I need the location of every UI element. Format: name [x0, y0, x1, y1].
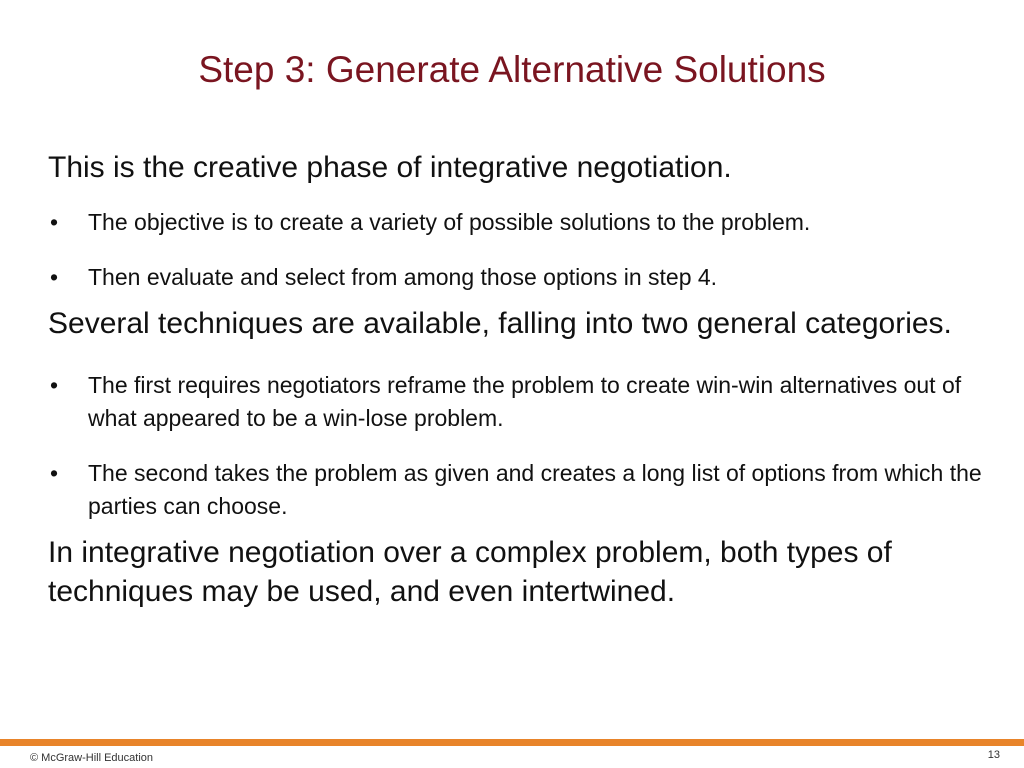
bullet-item — [48, 261, 988, 294]
techniques-paragraph: Several techniques are available, falling into two general categories. — [48, 307, 952, 340]
footer-copyright: © McGraw-Hill Education — [30, 752, 154, 764]
bullet-text: The second takes the problem as given and creates a long list of options from which the parties can choose. — [88, 460, 982, 519]
bullet-text: Then evaluate and select from among those options in step 4. — [88, 264, 718, 290]
bullet-item — [48, 457, 988, 523]
bullet-dot-icon: • — [50, 209, 59, 235]
bullet-text: The first requires negotiators reframe the problem to create win-win alternatives out of what appeared to be a win-lose problem. — [88, 372, 962, 431]
page-number: 13 — [987, 749, 1000, 761]
footer-accent-bar — [0, 739, 1024, 746]
bullet-item — [48, 206, 988, 239]
bullet-dot-icon: • — [50, 264, 59, 290]
slide-title: Step 3: Generate Alternative Solutions — [198, 49, 826, 90]
bullet-item — [48, 369, 988, 435]
slide-content — [48, 148, 988, 611]
intro-paragraph: This is the creative phase of integrative negotiation. — [48, 151, 732, 184]
conclusion-paragraph: In integrative negotiation over a complex problem, both types of techniques may be used, and even intertwined. — [48, 536, 892, 608]
bullet-dot-icon: • — [50, 372, 59, 398]
bullet-text: The objective is to create a variety of possible solutions to the problem. — [88, 209, 811, 235]
bullet-dot-icon: • — [50, 460, 59, 486]
